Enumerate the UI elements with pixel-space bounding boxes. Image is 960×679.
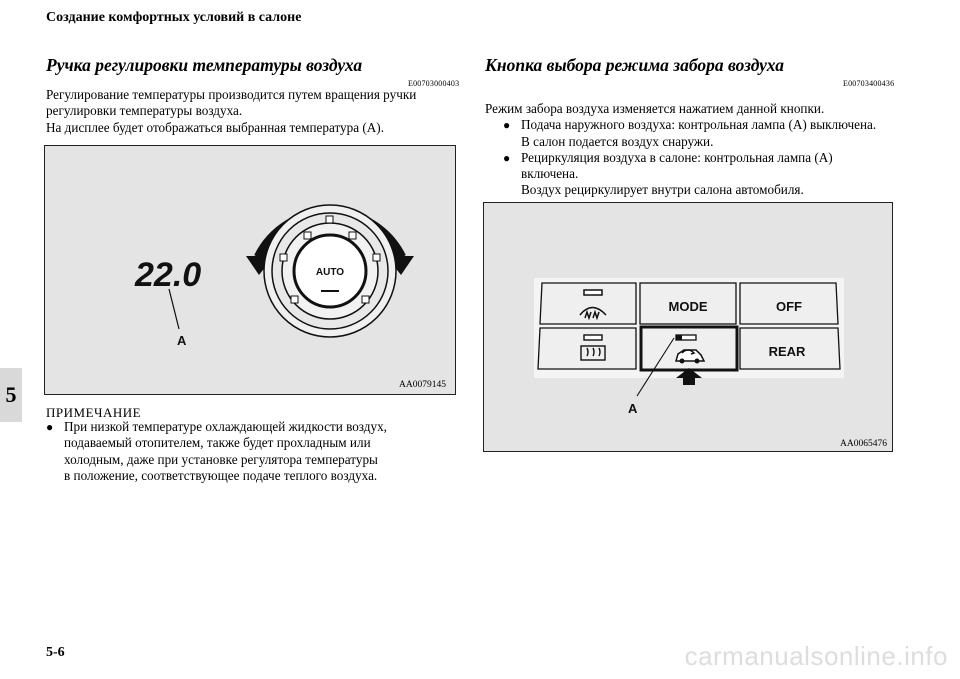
right-section-code: E00703400436 [843,79,895,88]
note-line-2: подаваемый отопителем, также будет прохладным или [64,435,371,451]
right-bullet-1 [503,117,905,150]
air-intake-panel-figure [483,202,893,452]
rear-label: REAR [768,344,806,359]
left-figure-code: AA0079145 [399,380,446,390]
left-section-code: E00703000403 [408,79,460,88]
right-paragraph [485,101,905,199]
display-callout-label: A [177,333,187,348]
note-title: ПРИМЕЧАНИЕ [46,405,142,420]
right-figure-code: AA0065476 [840,439,887,449]
display-callout-line [169,289,179,329]
right-bullet-2-line-3: Воздух рециркулирует внутри салона автомобиля. [521,182,804,198]
page-number: 5-6 [46,645,65,660]
off-label: OFF [776,299,802,314]
front-defrost-button[interactable] [540,283,636,324]
left-line-1: Регулирование температуры производится путем вращения ручки [46,87,417,102]
note-bullet [46,419,446,484]
lamp-callout-label: A [628,401,638,416]
right-bullet-2 [503,150,905,199]
mode-label: MODE [668,299,708,314]
right-bullet-2-line-1: ● Рециркуляция воздуха в салоне: контрольная лампа (A) [521,149,833,165]
note-body [46,419,446,484]
note-line-1: ● При низкой температуре охлаждающей жидкости воздух, [64,419,387,434]
right-section-title: Кнопка выбора режима забора воздуха [485,55,784,75]
temperature-knob-figure [44,145,456,395]
right-bullet-1-line-2: В салон подается воздух снаружи. [521,133,714,149]
chapter-tab: 5 [0,368,22,422]
left-line-3: На дисплее будет отображаться выбранная температура (A). [46,119,384,135]
right-bullet-1-line-1: ● Подача наружного воздуха: контрольная лампа (A) выключена. [521,117,877,133]
note-line-3: холодным, даже при установке регулятора температуры [64,451,378,467]
left-paragraph [46,87,416,136]
air-intake-panel-illustration [484,203,893,452]
temperature-display: 22.0 [135,256,202,294]
air-intake-button[interactable] [641,327,737,370]
auto-label: AUTO [315,267,345,278]
right-intro: Режим забора воздуха изменяется нажатием данной кнопки. [485,101,825,116]
watermark: carmanualsonline.info [684,641,948,671]
note-line-4: в положение, соответствующее подаче теплого воздуха. [64,467,378,483]
right-bullet-2-line-2: включена. [521,166,579,182]
left-line-2: регулировки температуры воздуха. [46,103,243,119]
running-header: Создание комфортных условий в салоне [46,10,302,25]
temperature-knob-illustration [45,146,456,395]
left-section-title: Ручка регулировки температуры воздуха [46,55,363,75]
